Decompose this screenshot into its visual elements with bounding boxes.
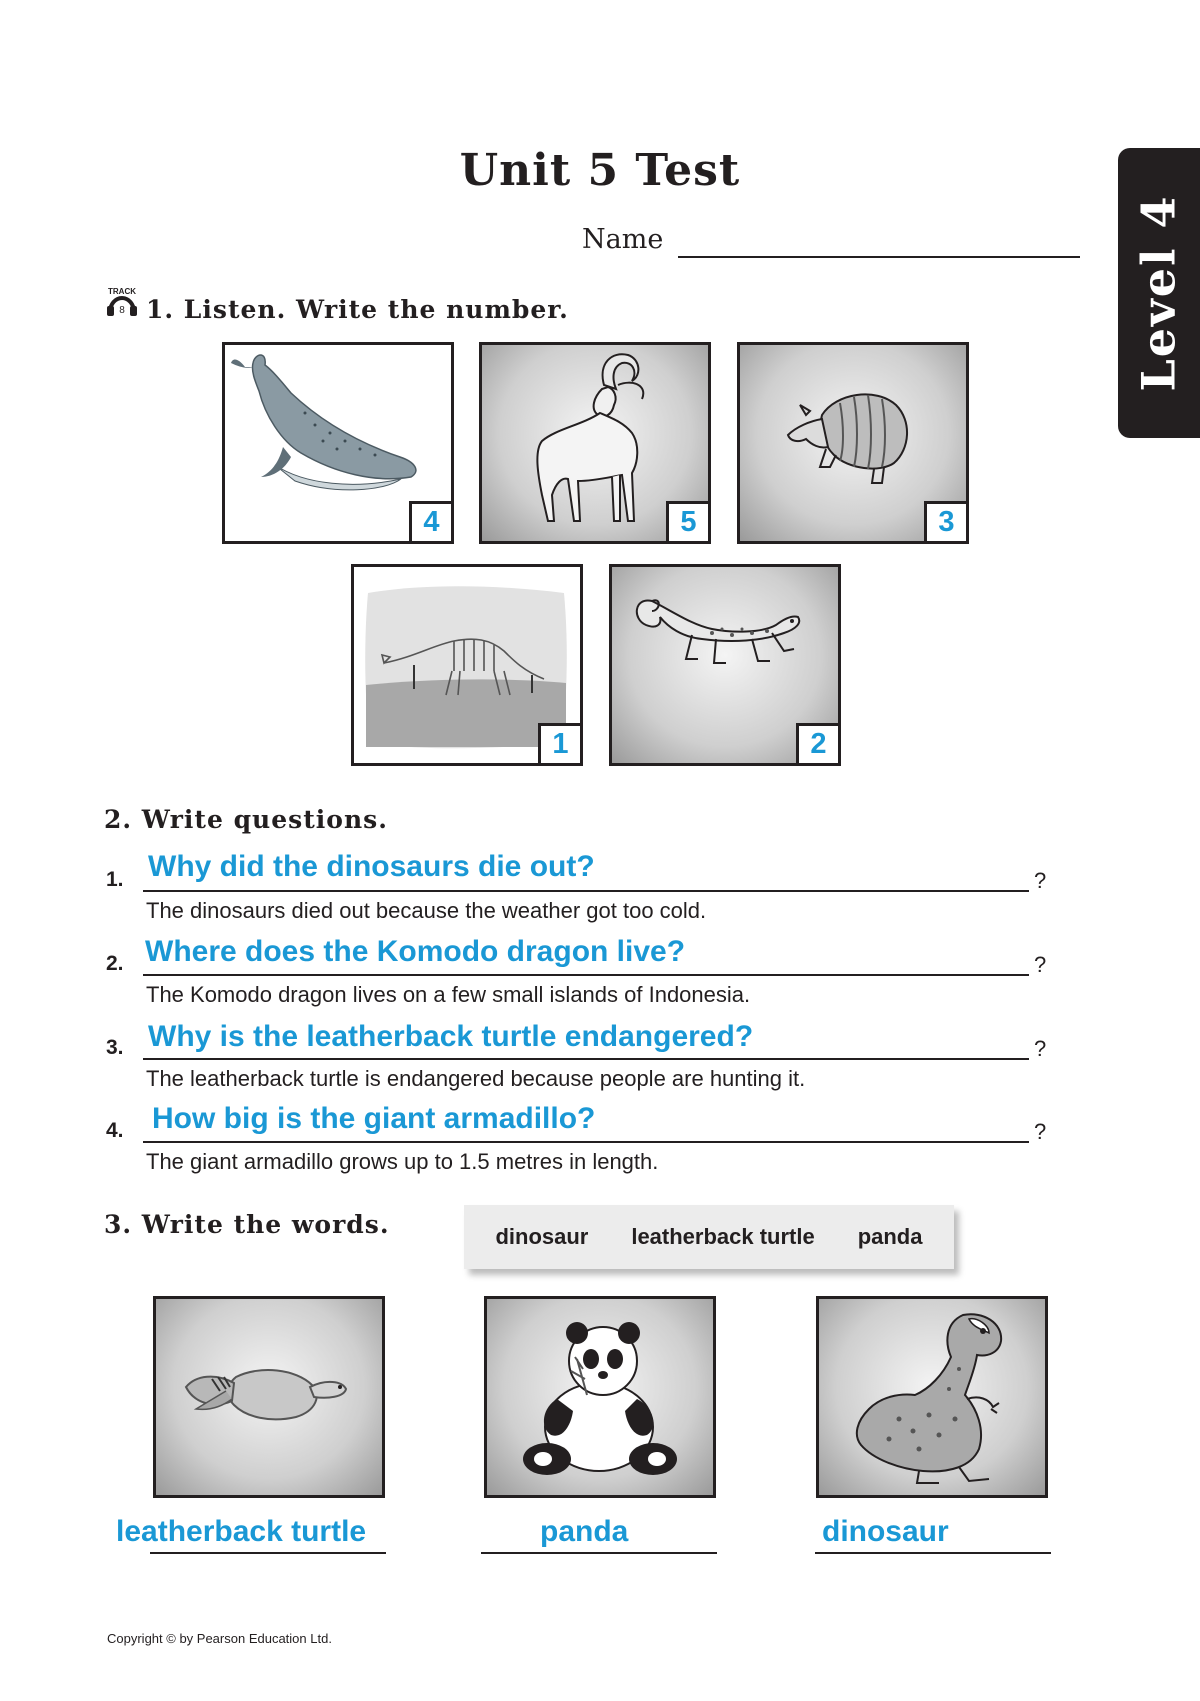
picture-number[interactable]: 1 (538, 723, 580, 763)
page-title: Unit 5 Test (459, 145, 741, 196)
question-number: 2. (106, 952, 124, 975)
response-text: The giant armadillo grows up to 1.5 metres in length. (146, 1149, 659, 1174)
word-answer[interactable]: leatherback turtle (116, 1515, 367, 1548)
turtle-image (156, 1299, 382, 1495)
word-answer[interactable]: panda (540, 1515, 629, 1548)
word-bank-item: leatherback turtle (631, 1224, 815, 1249)
picture-ibex (479, 342, 711, 544)
picture-number[interactable]: 2 (796, 723, 838, 763)
question-answer[interactable]: How big is the giant armadillo? (152, 1102, 596, 1135)
svg-text:TRACK: TRACK (108, 287, 136, 296)
name-field[interactable] (678, 256, 1080, 258)
question-line (143, 890, 1029, 892)
word-answer-line (150, 1552, 386, 1554)
track-number: 8 (119, 305, 125, 316)
picture-dinosaur-skeleton (351, 564, 583, 766)
picture-dinosaur (816, 1296, 1048, 1498)
question-line (143, 1141, 1029, 1143)
level-tab-label-wrap (1118, 148, 1200, 438)
word-bank (464, 1205, 954, 1269)
word-bank-item: panda (857, 1224, 923, 1249)
picture-whale (222, 342, 454, 544)
question-mark: ? (1034, 1036, 1047, 1061)
question-number: 4. (106, 1119, 124, 1142)
picture-komodo-dragon (609, 564, 841, 766)
panda-image (487, 1299, 713, 1495)
level-tab-label: Level 4 (1132, 194, 1187, 392)
track-icon (104, 282, 140, 318)
word-answer-line (815, 1552, 1051, 1554)
question-line (143, 1058, 1029, 1060)
word-answer[interactable]: dinosaur (822, 1515, 949, 1548)
word-answer-line (481, 1552, 717, 1554)
question-mark: ? (1034, 868, 1047, 893)
response-text: The leatherback turtle is endangered because people are hunting it. (146, 1066, 806, 1091)
word-bank-item: dinosaur (495, 1224, 589, 1249)
section1-heading: 1. Listen. Write the number. (146, 295, 569, 324)
section2-heading: 2. Write questions. (104, 805, 388, 834)
response-text: The Komodo dragon lives on a few small islands of Indonesia. (146, 982, 751, 1007)
picture-number[interactable]: 4 (409, 501, 451, 541)
section3-heading: 3. Write the words. (104, 1210, 390, 1239)
question-mark: ? (1034, 952, 1047, 977)
picture-armadillo (737, 342, 969, 544)
question-answer[interactable]: Why did the dinosaurs die out? (148, 850, 595, 883)
question-answer[interactable]: Where does the Komodo dragon live? (145, 935, 686, 968)
question-number: 3. (106, 1036, 124, 1059)
picture-number[interactable]: 3 (924, 501, 966, 541)
picture-panda (484, 1296, 716, 1498)
picture-leatherback-turtle (153, 1296, 385, 1498)
name-label: Name (582, 224, 664, 255)
question-mark: ? (1034, 1119, 1047, 1144)
response-text: The dinosaurs died out because the weather got too cold. (146, 898, 707, 923)
question-line (143, 974, 1029, 976)
question-number: 1. (106, 868, 124, 891)
dinosaur-image (819, 1299, 1045, 1495)
question-answer[interactable]: Why is the leatherback turtle endangered? (148, 1020, 754, 1053)
copyright: Copyright © by Pearson Education Ltd. (107, 1631, 332, 1646)
picture-number[interactable]: 5 (666, 501, 708, 541)
